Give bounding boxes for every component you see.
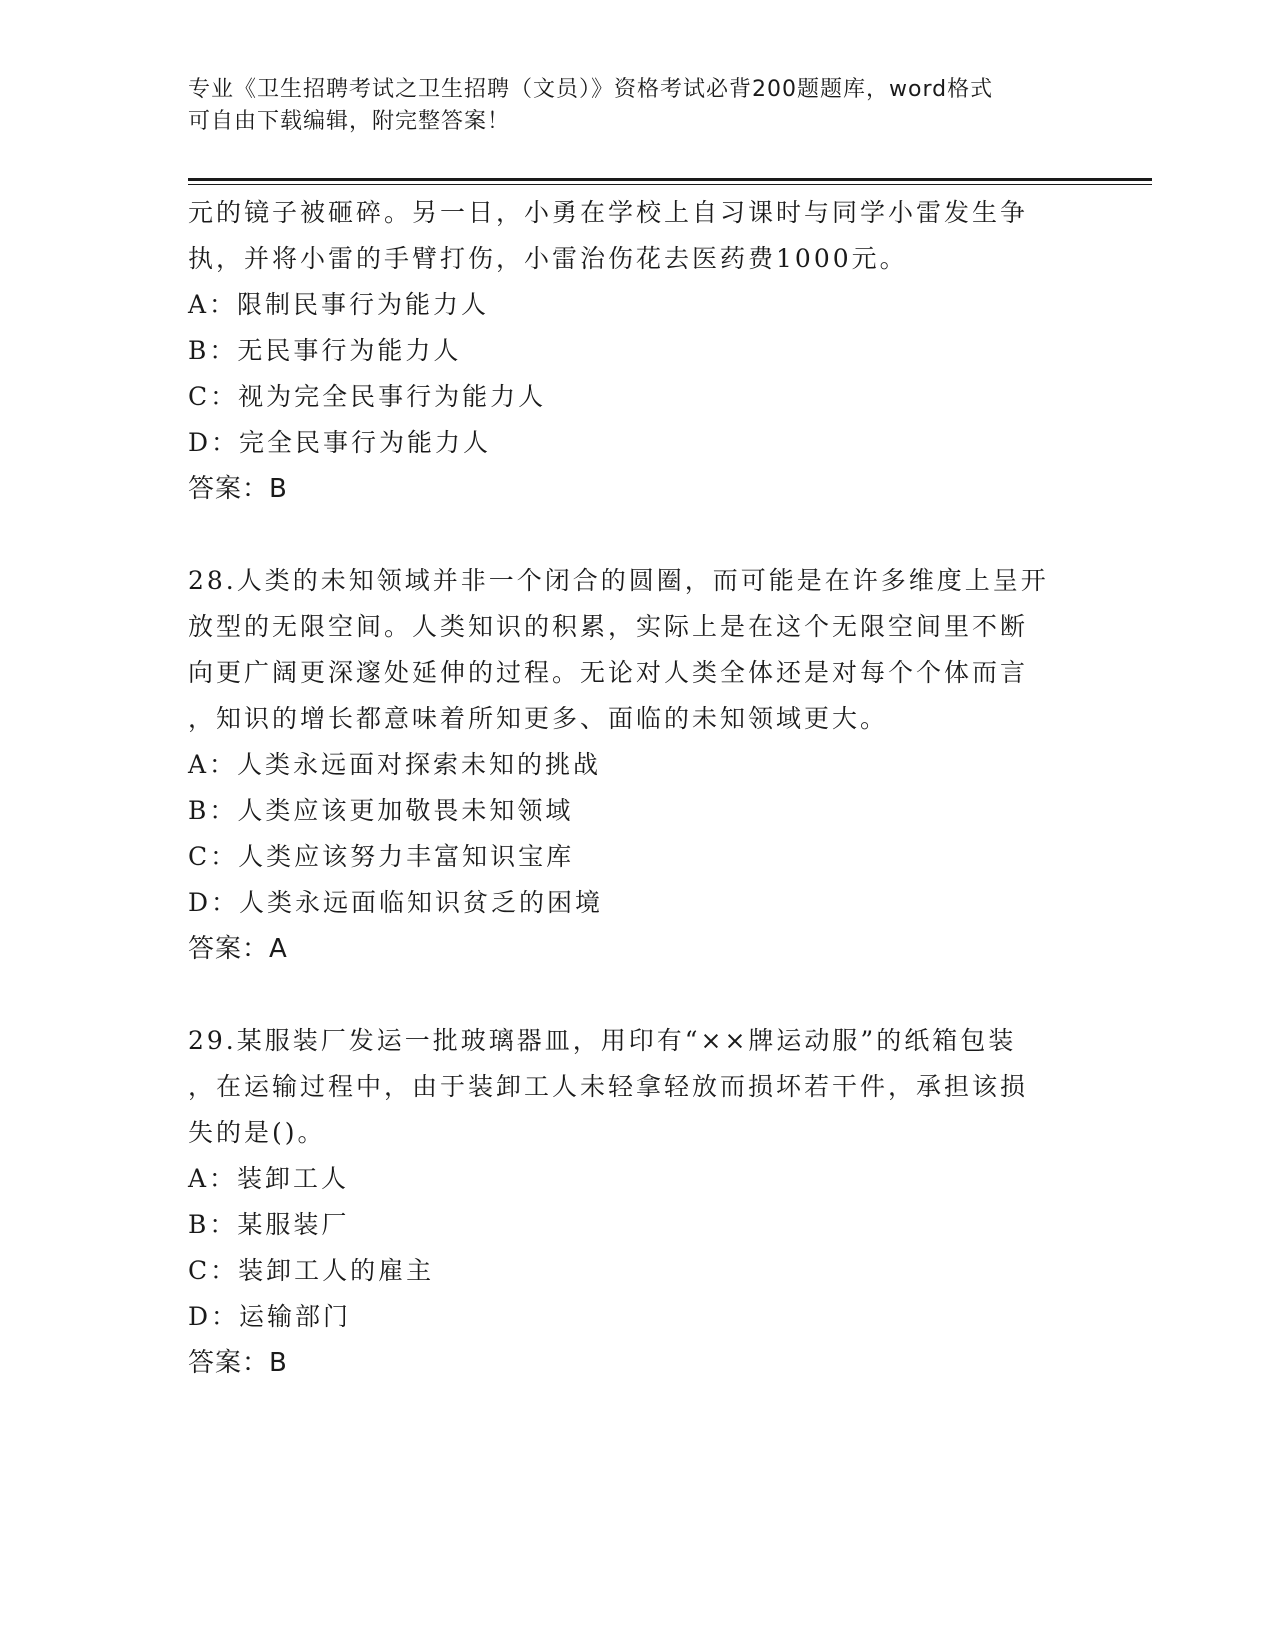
question-text-line: 28.人类的未知领域并非一个闭合的圆圈，而可能是在许多维度上呈开 xyxy=(188,566,1049,595)
option-d: D：人类永远面临知识贫乏的困境 xyxy=(188,888,604,917)
question-29 xyxy=(188,1018,1088,1386)
header-divider-thin xyxy=(188,184,1152,185)
question-text-line: 失的是()。 xyxy=(188,1118,326,1147)
option-b: B：无民事行为能力人 xyxy=(188,336,462,365)
answer: 答案：B xyxy=(188,474,288,504)
option-c: C：视为完全民事行为能力人 xyxy=(188,382,547,411)
option-c: C：人类应该努力丰富知识宝库 xyxy=(188,842,575,871)
question-28 xyxy=(188,558,1088,972)
option-b: B：人类应该更加敬畏未知领域 xyxy=(188,796,574,825)
answer: 答案：B xyxy=(188,1348,288,1378)
spacer xyxy=(188,512,1088,558)
option-a: A：装卸工人 xyxy=(188,1164,350,1193)
header-title-line-2: 可自由下载编辑，附完整答案！ xyxy=(188,109,511,134)
option-d: D：运输部门 xyxy=(188,1302,352,1331)
header-title-line-1: 专业《卫生招聘考试之卫生招聘（文员）》资格考试必背200题题库，word格式 xyxy=(188,77,994,102)
option-b: B：某服装厂 xyxy=(188,1210,350,1239)
question-text-line: ，在运输过程中，由于装卸工人未轻拿轻放而损坏若干件，承担该损 xyxy=(188,1072,1029,1101)
question-text-line: 执，并将小雷的手臂打伤，小雷治伤花去医药费1000元。 xyxy=(188,244,908,273)
page-header xyxy=(188,74,1088,138)
question-text-line: 放型的无限空间。人类知识的积累，实际上是在这个无限空间里不断 xyxy=(188,612,1029,641)
header-divider-thick xyxy=(188,178,1152,181)
answer: 答案：A xyxy=(188,934,288,964)
option-c: C：装卸工人的雇主 xyxy=(188,1256,435,1285)
question-list xyxy=(188,190,1088,1386)
option-a: A：人类永远面对探索未知的挑战 xyxy=(188,750,602,779)
question-text-line: 元的镜子被砸碎。另一日，小勇在学校上自习课时与同学小雷发生争 xyxy=(188,198,1029,227)
question-27 xyxy=(188,190,1088,512)
option-a: A：限制民事行为能力人 xyxy=(188,290,490,319)
option-d: D：完全民事行为能力人 xyxy=(188,428,492,457)
question-text-line: 29.某服装厂发运一批玻璃器皿，用印有“××牌运动服”的纸箱包装 xyxy=(188,1026,1017,1055)
question-text-line: ，知识的增长都意味着所知更多、面临的未知领域更大。 xyxy=(188,704,889,733)
spacer xyxy=(188,972,1088,1018)
question-text-line: 向更广阔更深邃处延伸的过程。无论对人类全体还是对每个个体而言 xyxy=(188,658,1029,687)
